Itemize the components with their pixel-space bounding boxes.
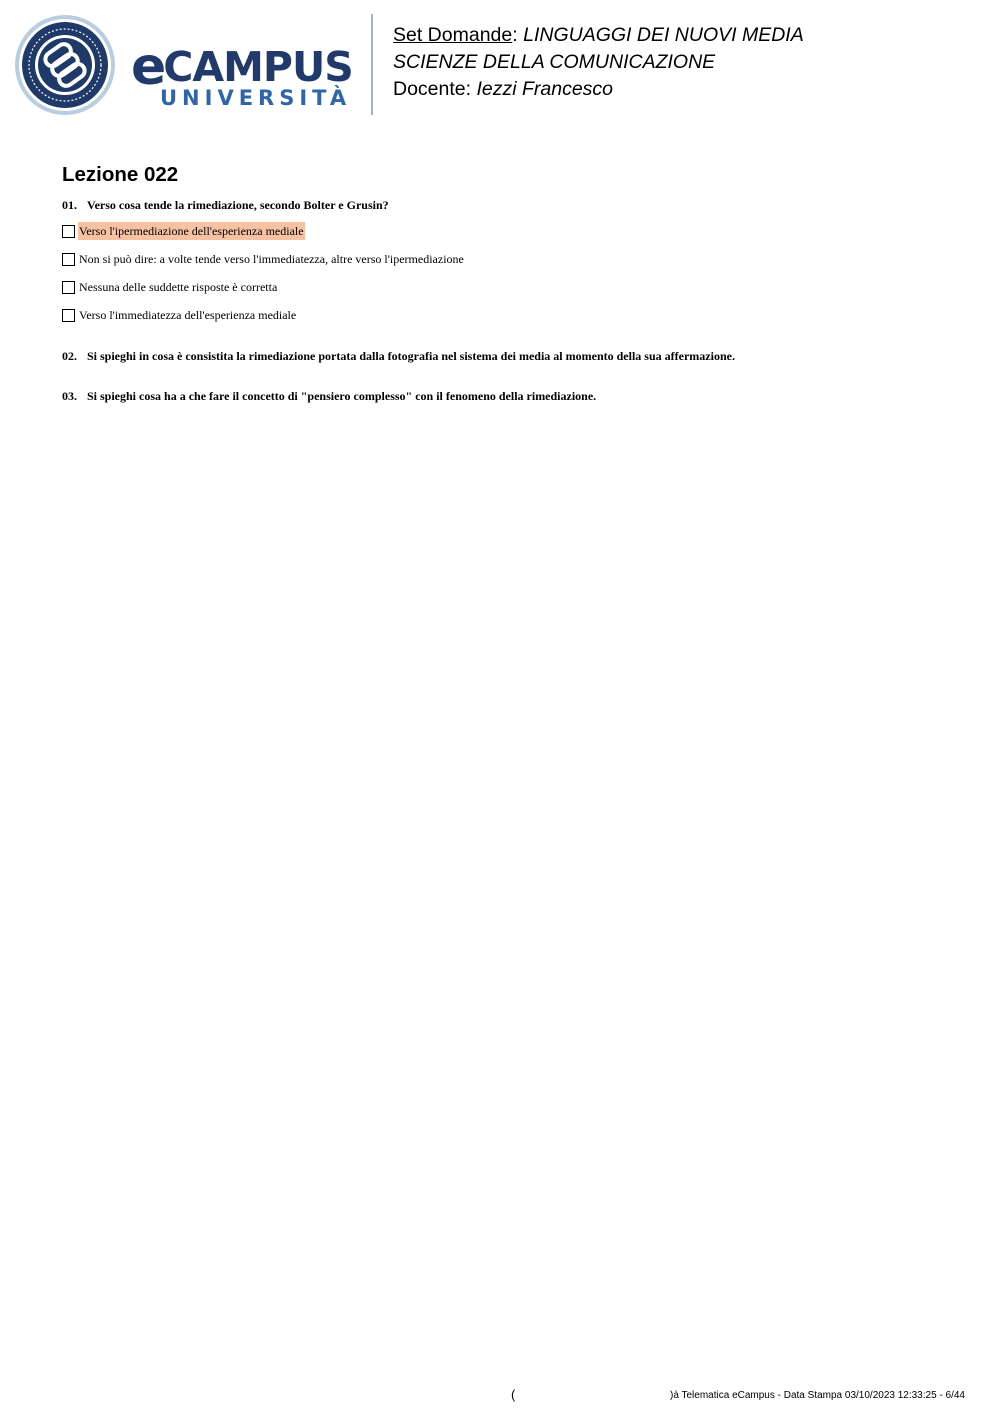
question-text: Verso cosa tende la rimediazione, secondo Bolter e Grusin? — [87, 198, 389, 212]
answer-text: Nessuna delle suddette risposte è corretta — [79, 280, 278, 294]
ecampus-logo — [14, 14, 359, 118]
question-01 — [62, 197, 389, 213]
answer-text: Verso l'ipermediazione dell'esperienza mediale — [79, 224, 304, 238]
question-03 — [62, 388, 596, 404]
program-name: SCIENZE DELLA COMUNICAZIONE — [393, 51, 716, 73]
question-text: Si spieghi cosa ha a che fare il concetto di "pensiero complesso" con il fenomeno della rimediazione. — [87, 389, 597, 403]
footer-mark: ( — [511, 1387, 516, 1402]
answer-option-3[interactable] — [62, 278, 278, 296]
answer-option-2[interactable] — [62, 250, 465, 268]
ecampus-seal-icon — [14, 14, 116, 116]
answer-checkbox[interactable] — [62, 225, 75, 238]
answer-text: Verso l'immediatezza dell'esperienza mediale — [79, 308, 297, 322]
footer-print-info: )à Telematica eCampus - Data Stampa 03/10/2023 12:33:25 - 6/44 — [670, 1390, 965, 1401]
question-02 — [62, 348, 735, 364]
set-separator: : — [512, 24, 518, 46]
set-label: Set Domande — [393, 24, 513, 46]
answer-text: Non si può dire: a volte tende verso l'immediatezza, altre verso l'ipermediazione — [79, 252, 464, 266]
header-divider — [371, 14, 373, 115]
teacher-name: Iezzi Francesco — [476, 78, 614, 100]
logo-wordmark: eCAMPUS — [131, 37, 353, 97]
teacher-label: Docente: — [393, 78, 472, 100]
question-number: 03. — [62, 389, 77, 403]
course-name: LINGUAGGI DEI NUOVI MEDIA — [523, 24, 804, 46]
answer-checkbox[interactable] — [62, 281, 75, 294]
logo-subtitle: UNIVERSITÀ — [160, 86, 352, 110]
lesson-title: Lezione 022 — [62, 163, 179, 186]
question-number: 02. — [62, 349, 77, 363]
answer-checkbox[interactable] — [62, 253, 75, 266]
answer-checkbox[interactable] — [62, 309, 75, 322]
teacher-line — [393, 76, 804, 103]
answer-option-1[interactable] — [62, 222, 305, 240]
answer-option-4[interactable] — [62, 306, 297, 324]
question-number: 01. — [62, 198, 77, 212]
set-line — [393, 22, 804, 49]
header-info — [393, 22, 804, 103]
question-text: Si spieghi in cosa è consistita la rimediazione portata dalla fotografia nel sistema dei media al momento della sua affermazione. — [87, 349, 735, 363]
page-header — [0, 0, 1000, 130]
